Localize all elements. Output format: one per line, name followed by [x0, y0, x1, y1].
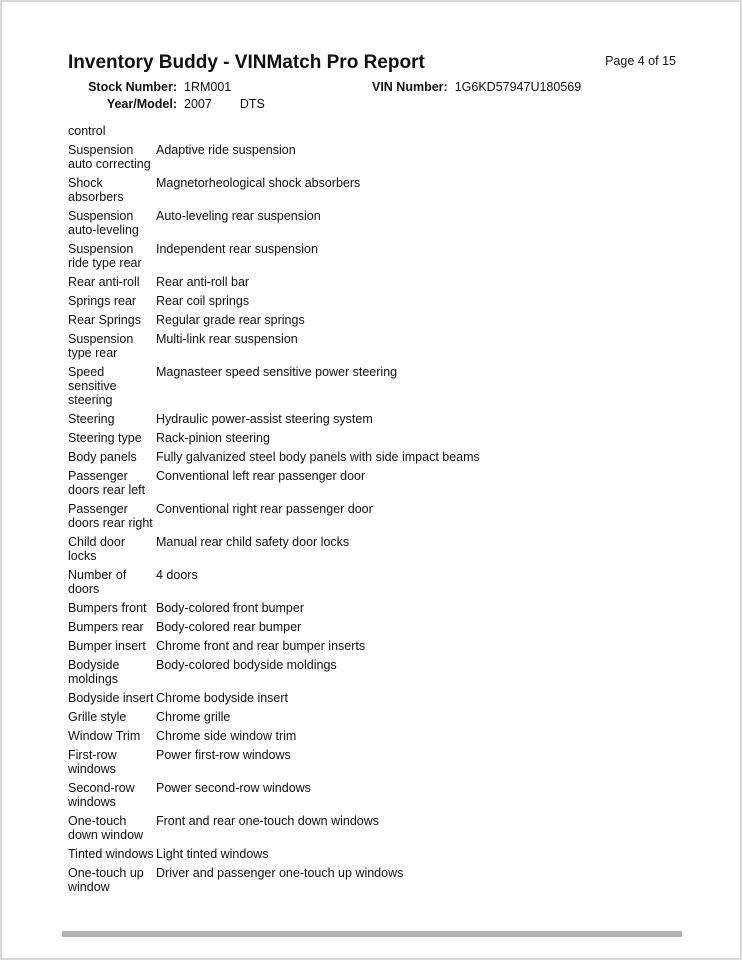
- spec-value: Adaptive ride suspension: [156, 143, 296, 157]
- spec-row: [68, 313, 676, 327]
- spec-label: Shock absorbers: [68, 176, 124, 204]
- spec-row: [68, 568, 676, 596]
- year-model-row: [68, 96, 676, 113]
- spec-value: Body-colored bodyside moldings: [156, 658, 337, 672]
- spec-label: Grille style: [68, 710, 127, 724]
- spec-label: Window Trim: [68, 729, 141, 743]
- spec-row: [68, 748, 676, 776]
- spec-label: One-touch up window: [68, 866, 144, 894]
- title-row: [68, 52, 676, 74]
- stock-number-label: Stock Number:: [88, 80, 177, 94]
- spec-label: Suspension auto-leveling: [68, 209, 139, 237]
- spec-row: [68, 814, 676, 842]
- spec-value: Independent rear suspension: [156, 242, 318, 256]
- stock-vin-row: [68, 79, 676, 96]
- spec-label: Steering: [68, 412, 115, 426]
- spec-value: Chrome bodyside insert: [156, 691, 289, 705]
- spec-row: [68, 143, 676, 171]
- spec-row: [68, 412, 676, 426]
- spec-area: [68, 124, 676, 894]
- spec-label: Suspension ride type rear: [68, 242, 142, 270]
- spec-value: Rack-pinion steering: [156, 431, 270, 445]
- spec-label: Springs rear: [68, 294, 137, 308]
- report-content: [2, 2, 740, 894]
- spec-value: Magnetorheological shock absorbers: [156, 176, 361, 190]
- spec-value: Rear coil springs: [156, 294, 250, 308]
- spec-label: Tinted windows: [68, 847, 154, 861]
- spec-value: Power first-row windows: [156, 748, 291, 762]
- spec-value: 4 doors: [156, 568, 198, 582]
- spec-row: [68, 332, 676, 360]
- spec-label: Passenger doors rear right: [68, 502, 153, 530]
- footer-rule: [62, 931, 682, 937]
- spec-row: [68, 242, 676, 270]
- spec-label: Child door locks: [68, 535, 125, 563]
- spec-label: Suspension auto correcting: [68, 143, 151, 171]
- spec-row: [68, 294, 676, 308]
- spec-row: [68, 710, 676, 724]
- spec-value: Manual rear child safety door locks: [156, 535, 350, 549]
- spec-label: First-row windows: [68, 748, 117, 776]
- spec-row: [68, 781, 676, 809]
- spec-value: Auto-leveling rear suspension: [156, 209, 321, 223]
- vin-number-label: VIN Number:: [372, 80, 448, 94]
- spec-label: Rear Springs: [68, 313, 141, 327]
- spec-label: Bodyside insert: [68, 691, 154, 705]
- spec-label: Bumper insert: [68, 639, 146, 653]
- spec-row: [68, 658, 676, 686]
- spec-value: Chrome grille: [156, 710, 231, 724]
- model-value: DTS: [239, 97, 265, 111]
- spec-value: Light tinted windows: [156, 847, 269, 861]
- spec-value: Conventional right rear passenger door: [156, 502, 373, 516]
- spec-label: Passenger doors rear left: [68, 469, 146, 497]
- spec-value: Hydraulic power-assist steering system: [156, 412, 373, 426]
- spec-row: [68, 866, 676, 894]
- spec-row: [68, 469, 676, 497]
- spec-row: [68, 450, 676, 464]
- spec-label: Speed sensitive steering: [68, 365, 117, 407]
- spec-row: [68, 691, 676, 705]
- spec-row: [68, 729, 676, 743]
- spec-value: Chrome front and rear bumper inserts: [156, 639, 366, 653]
- spec-value: Multi-link rear suspension: [156, 332, 298, 346]
- spec-label: Bumpers front: [68, 601, 147, 615]
- continuation-text: control: [68, 124, 106, 138]
- spec-row: [68, 847, 676, 861]
- spec-label: Suspension type rear: [68, 332, 134, 360]
- spec-label: Second-row windows: [68, 781, 135, 809]
- report-title: Inventory Buddy - VINMatch Pro Report: [68, 52, 425, 73]
- spec-value: Magnasteer speed sensitive power steering: [156, 365, 398, 379]
- spec-row: [68, 535, 676, 563]
- spec-row: [68, 502, 676, 530]
- spec-value: Regular grade rear springs: [156, 313, 305, 327]
- spec-value: Body-colored rear bumper: [156, 620, 302, 634]
- report-header: [68, 79, 676, 113]
- spec-row: [68, 209, 676, 237]
- spec-list: [68, 143, 676, 894]
- spec-label: Rear anti-roll: [68, 275, 140, 289]
- year-model-label: Year/Model:: [106, 97, 177, 111]
- spec-label: Bumpers rear: [68, 620, 144, 634]
- page-number: Page 4 of 15: [605, 54, 676, 68]
- spec-value: Power second-row windows: [156, 781, 311, 795]
- spec-label: Bodyside moldings: [68, 658, 120, 686]
- spec-row: [68, 365, 676, 407]
- spec-row: [68, 176, 676, 204]
- vin-number-value: 1G6KD57947U180569: [454, 80, 582, 94]
- spec-label: Steering type: [68, 431, 142, 445]
- spec-row: [68, 431, 676, 445]
- spec-row: [68, 639, 676, 653]
- stock-number-value: 1RM001: [184, 80, 232, 94]
- spec-value: Fully galvanized steel body panels with side impact beams: [156, 450, 480, 464]
- spec-label: Body panels: [68, 450, 137, 464]
- spec-label: One-touch down window: [68, 814, 144, 842]
- spec-value: Chrome side window trim: [156, 729, 297, 743]
- year-value: 2007: [184, 97, 212, 111]
- spec-label: Number of doors: [68, 568, 127, 596]
- spec-row: [68, 275, 676, 289]
- spec-value: Driver and passenger one-touch up windows: [156, 866, 404, 880]
- spec-row: [68, 601, 676, 615]
- spec-value: Body-colored front bumper: [156, 601, 304, 615]
- spec-row: [68, 620, 676, 634]
- spec-value: Front and rear one-touch down windows: [156, 814, 380, 828]
- spec-value: Rear anti-roll bar: [156, 275, 250, 289]
- spec-value: Conventional left rear passenger door: [156, 469, 366, 483]
